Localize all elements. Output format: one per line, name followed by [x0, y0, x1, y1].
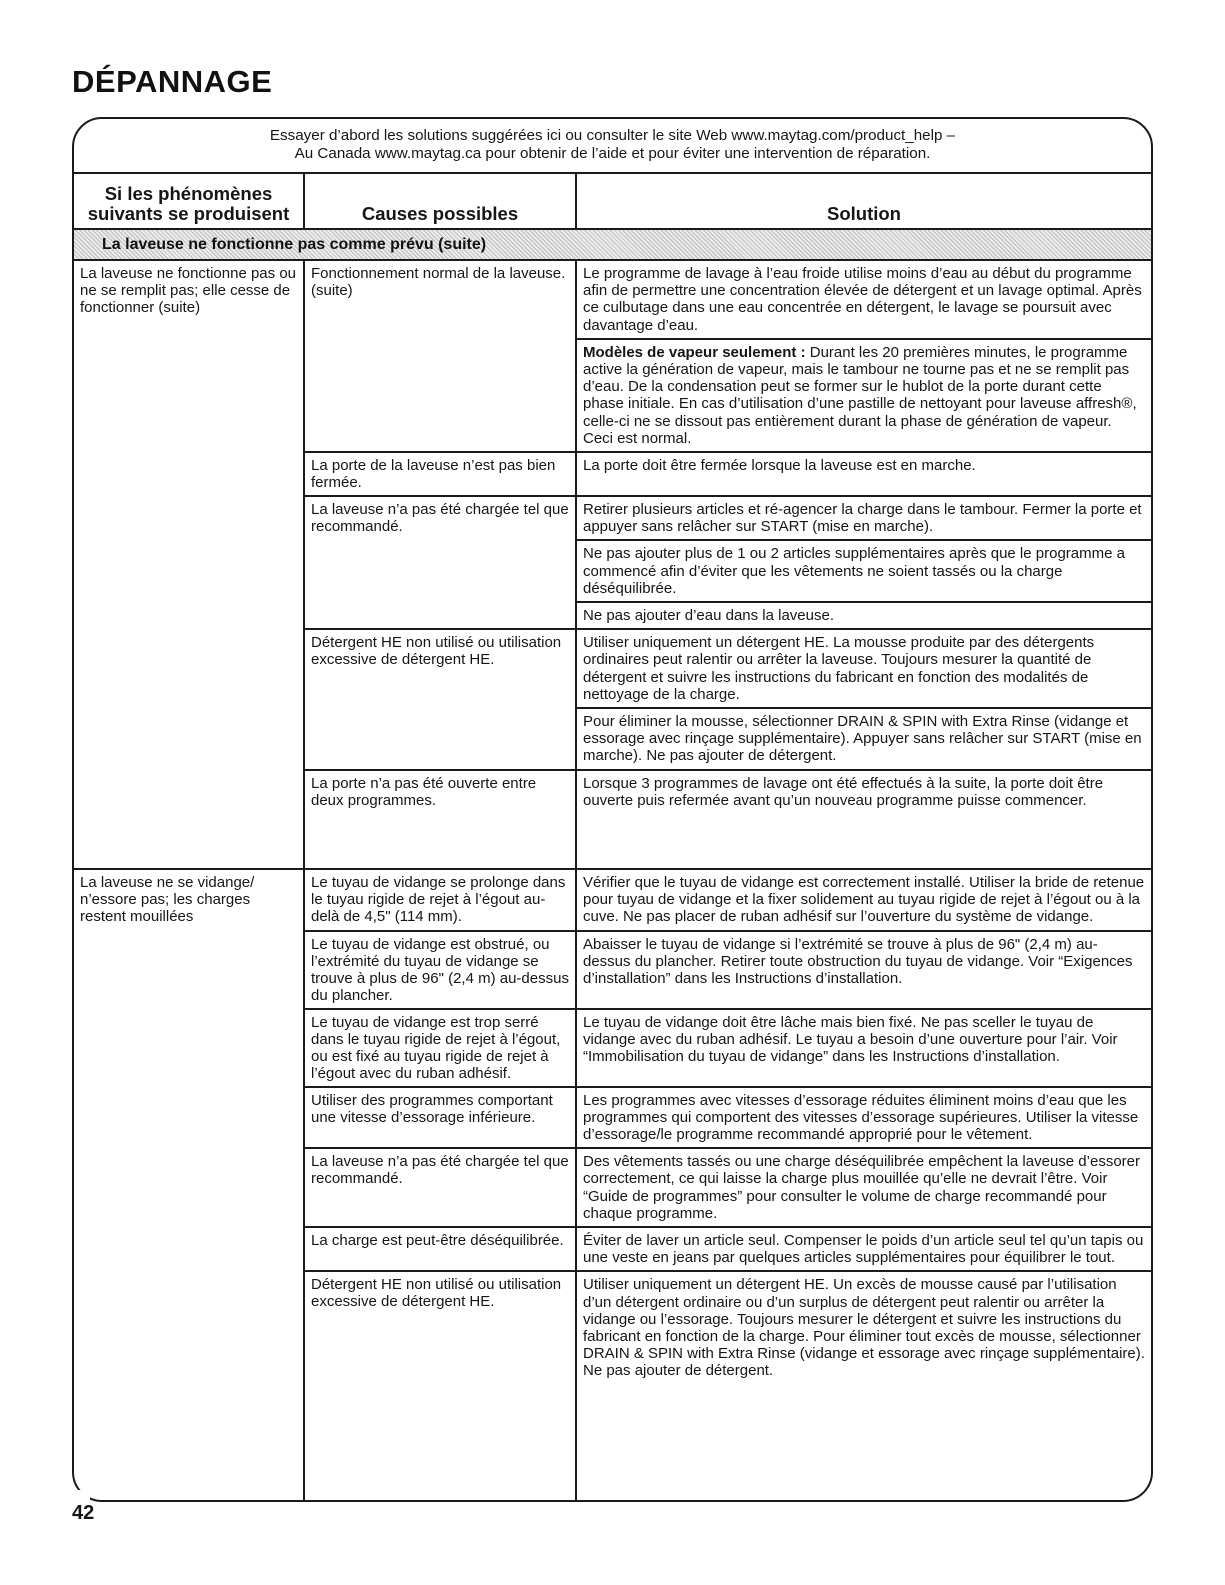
solution-body: Éviter de laver un article seul. Compenser le poids d’un article seul tel qu’un tapis ou une veste en jeans par quelques articles supplémentaires pour équilibrer le tout.: [583, 1232, 1144, 1267]
cause-row: [305, 771, 1151, 868]
cause-row: [305, 1228, 1151, 1272]
solution-bold-lead: Modèles de vapeur seulement :: [583, 343, 806, 361]
header-phenomena-line-1: Si les phénomènes: [104, 183, 273, 204]
symptom-group: [74, 870, 1151, 1502]
solution-text: [577, 1088, 1151, 1148]
symptom-text: La laveuse ne fonctionne pas ou ne se remplit pas; elle cesse de fonctionner (suite): [74, 261, 305, 868]
solution-body: Pour éliminer la mousse, sélectionner DRAIN & SPIN with Extra Rinse (vidange et essorage avec rinçage supplémentaire). Appuyer sans relâcher sur START (mise en marche). Ne pas ajouter de détergent.: [583, 713, 1142, 765]
solution-text: [577, 541, 1151, 603]
solution-body: Les programmes avec vitesses d’essorage réduites éliminent moins d’eau que les programmes qui comportent des vitesses d’essorage supérieures. Utiliser la vitesse d’essorage/le programme recommandé approprié pour le vêtement.: [583, 1091, 1139, 1144]
solution-text: [577, 771, 1151, 868]
solution-body: Lorsque 3 programmes de lavage ont été effectués à la suite, la porte doit être ouverte puis refermée avant qu’un nouveau programme puisse commencer.: [583, 774, 1104, 809]
cause-row: [305, 932, 1151, 1010]
cause-text: Utiliser des programmes comportant une vitesse d’essorage inférieure.: [305, 1088, 577, 1148]
solution-text: [577, 1149, 1151, 1226]
solution-text: [577, 453, 1151, 495]
cause-row: [305, 497, 1151, 630]
troubleshooting-frame: [72, 117, 1153, 1502]
solution-body: Ne pas ajouter plus de 1 ou 2 articles supplémentaires après que le programme a commencé afin d’éviter que les vêtements ne soient tassés ou la charge déséquilibrée.: [583, 545, 1125, 597]
cause-text: Fonctionnement normal de la laveuse. (suite): [305, 261, 577, 451]
solution-body: Le programme de lavage à l’eau froide utilise moins d’eau au début du programme afin de permettre une concentration élevée de détergent et un lavage optimal. Après ce culbutage dans une eau concentrée en détergent, le lavage se poursuit avec davantage d’eau.: [583, 265, 1142, 334]
symptom-group: [74, 261, 1151, 870]
cause-text: La charge est peut-être déséquilibrée.: [305, 1228, 577, 1270]
solution-body: Durant les 20 premières minutes, le programme active la génération de vapeur, mais le tambour ne tourne pas et ne se remplit pas d’eau. De la condensation peut se former sur le hublot de la porte durant cette phase initiale. En cas d’utilisation d’une pastille de nettoyant pour laveuse affresh®, celle-ci ne se dissout pas entièrement durant la phase de génération de vapeur. Ceci est normal.: [583, 343, 1137, 447]
section-heading: La laveuse ne fonctionne pas comme prévu (suite): [74, 230, 1151, 261]
cause-row: [305, 261, 1151, 453]
solution-body: Utiliser uniquement un détergent HE. La mousse produite par des détergents ordinaires peut ralentir ou arrêter la laveuse. Toujours mesurer la quantité de détergent et suivre les instructions du fabricant en fonction des modalités de nettoyage de la charge.: [583, 634, 1095, 703]
cause-text: Détergent HE non utilisé ou utilisation excessive de détergent HE.: [305, 1272, 577, 1502]
cause-row: [305, 1088, 1151, 1150]
cause-text: La laveuse n’a pas été chargée tel que recommandé.: [305, 1149, 577, 1226]
solution-text: [577, 340, 1151, 451]
solution-text: [577, 497, 1151, 541]
solution-body: La porte doit être fermée lorsque la laveuse est en marche.: [583, 457, 976, 475]
solution-body: Le tuyau de vidange doit être lâche mais bien fixé. Ne pas sceller le tuyau de vidange avec du ruban adhésif. Le tuyau a besoin d’une ouverture pour l’air. Voir “Immobilisation du tuyau de vidange” dans les Instructions d’installation.: [583, 1013, 1118, 1066]
cause-row: [305, 453, 1151, 497]
intro-text: [74, 119, 1151, 174]
solution-text: [577, 870, 1151, 930]
cause-text: Le tuyau de vidange est trop serré dans le tuyau rigide de rejet à l’égout, ou est fixé au tuyau rigide de rejet à l’égout avec du ruban adhésif.: [305, 1010, 577, 1086]
solution-text: [577, 932, 1151, 1008]
cause-text: Détergent HE non utilisé ou utilisation excessive de détergent HE.: [305, 630, 577, 768]
cause-text: Le tuyau de vidange se prolonge dans le tuyau rigide de rejet à l’égout au-delà de 4,5" (114 mm).: [305, 870, 577, 930]
cause-text: Le tuyau de vidange est obstrué, ou l’extrémité du tuyau de vidange se trouve à plus de 96" (2,4 m) au-dessus du plancher.: [305, 932, 577, 1008]
intro-line-2: Au Canada www.maytag.ca pour obtenir de l’aide et pour éviter une intervention de réparation.: [294, 145, 931, 162]
solution-body: Des vêtements tassés ou une charge déséquilibrée empêchent la laveuse d’essorer correctement, ce qui laisse la charge plus mouillée qu’elle ne devrait l’être. Voir “Guide de programmes” pour consulter le volume de charge recommandé pour chaque programme.: [583, 1153, 1140, 1222]
page-title: DÉPANNAGE: [72, 64, 273, 99]
header-solution: Solution: [827, 203, 901, 224]
header-phenomena: [74, 174, 305, 228]
solution-text: [577, 630, 1151, 709]
cause-row: [305, 1010, 1151, 1088]
solution-body: Retirer plusieurs articles et ré-agencer la charge dans le tambour. Fermer la porte et appuyer sans relâcher sur START (mise en marche).: [583, 501, 1142, 536]
solution-text: [577, 1010, 1151, 1086]
header-causes: Causes possibles: [305, 174, 577, 228]
solution-text: [577, 1272, 1151, 1502]
solution-text: [577, 603, 1151, 628]
table-body: [74, 261, 1151, 1502]
solution-text: [577, 261, 1151, 340]
cause-text: La laveuse n’a pas été chargée tel que recommandé.: [305, 497, 577, 628]
header-phenomena-line-2: suivants se produisent: [87, 203, 290, 224]
cause-row: [305, 870, 1151, 932]
solution-body: Ne pas ajouter d’eau dans la laveuse.: [583, 607, 835, 625]
symptom-text: La laveuse ne se vidange/ n’essore pas; les charges restent mouillées: [74, 870, 305, 1502]
page-number: 42: [72, 1502, 95, 1524]
cause-text: La porte n’a pas été ouverte entre deux programmes.: [305, 771, 577, 868]
cause-text: La porte de la laveuse n’est pas bien fermée.: [305, 453, 577, 495]
table-header-row: [74, 174, 1151, 230]
intro-line-1: Essayer d’abord les solutions suggérées ici ou consulter le site Web www.maytag.com/product_help –: [269, 127, 956, 144]
solution-body: Abaisser le tuyau de vidange si l’extrémité se trouve à plus de 96" (2,4 m) au-dessus du plancher. Retirer toute obstruction du tuyau de vidange. Voir “Exigences d’installation” dans les Instructions d’installation.: [583, 935, 1133, 988]
solution-body: Vérifier que le tuyau de vidange est correctement installé. Utiliser la bride de retenue pour tuyau de vidange et la fixer solidement au tuyau rigide de rejet à l’égout ou à la cuve. Ne pas placer de ruban adhésif sur l’ouverture du système de vidange.: [583, 874, 1145, 926]
cause-row: [305, 630, 1151, 770]
solution-text: [577, 1228, 1151, 1270]
cause-row: [305, 1272, 1151, 1502]
solution-body: Utiliser uniquement un détergent HE. Un excès de mousse causé par l’utilisation d’un détergent ordinaire ou d’un surplus de détergent peut ralentir ou arrêter la vidange ou l’essorage. Toujours mesurer le détergent et suivre les instructions du fabricant en fonction de la charge. Pour éliminer tout excès de mousse, sélectionner DRAIN & SPIN with Extra Rinse (vidange et essorage avec rinçage supplémentaire). Ne pas ajouter de détergent.: [583, 1276, 1145, 1380]
cause-row: [305, 1149, 1151, 1228]
solution-text: [577, 709, 1151, 769]
